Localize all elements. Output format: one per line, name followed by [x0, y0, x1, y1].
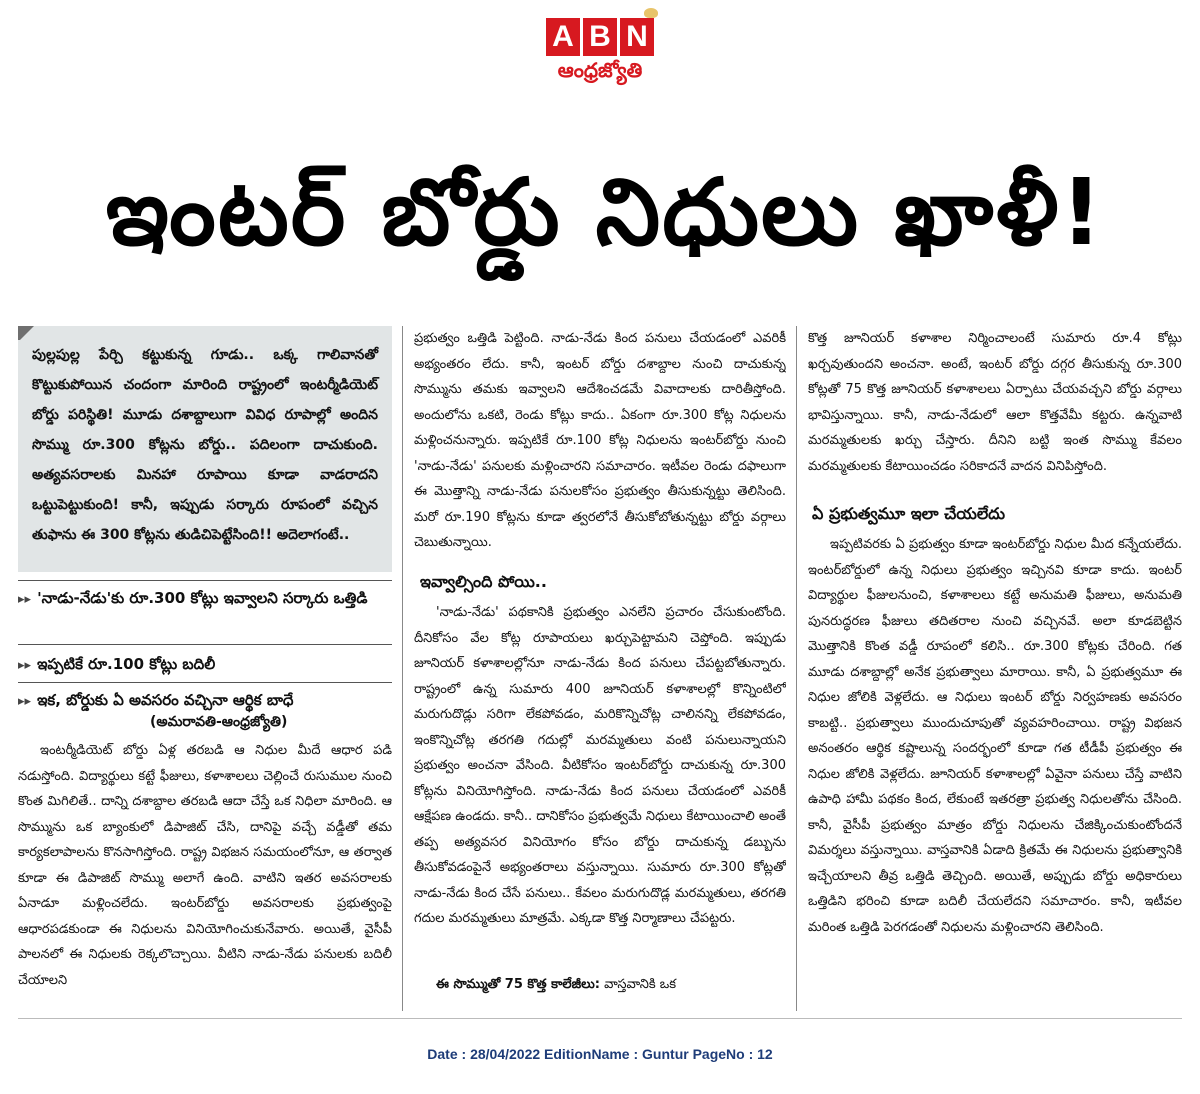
- byline: (అమరావతి-ఆంధ్రజ్యోతి): [150, 714, 288, 730]
- subhead-two: [18, 650, 392, 680]
- column-three-text-a: కొత్త జూనియర్ కళాశాల నిర్మించాలంటే సుమారు రూ.4 కోట్లు ఖర్చవుతుందని అంచనా. అంటే, ఇంటర్ బోర్డు దగ్గర తీసుకున్న రూ.300 కోట్లతో 75 కొత్త జూనియర్ కళాశాలలు ఏర్పాటు చేయవచ్చని బోర్డు వర్గాలు భావిస్తున్నాయి. కానీ, నాడు-నేడులో ఆలా కొత్తవేమీ కట్టరు. ఉన్నవాటి మరమ్మతులకు ఖర్చు చేస్తారు. దీనిని బట్టి ఇంత సొమ్ము కేవలం మరమ్మతులకు కేటాయించడం సరికాదనే వాదన వినిపిస్తోంది.: [808, 331, 1182, 474]
- subhead-75-colleges: ఈ సొమ్ముతో 75 కొత్త కాలేజీలు:: [436, 977, 600, 992]
- subhead-rule-low: [18, 682, 392, 683]
- column-one-text: ఇంటర్మీడియెట్ బోర్డు ఏళ్ల తరబడి ఆ నిధుల మీదే ఆధార పడి నడుస్తోంది. విద్యార్థులు కట్టే ఫీజులు, కళాశాలలు చెల్లించే రుసుముల నుంచి కొంత మిగిలితే.. దాన్ని దశాబ్దాల తరబడి ఆదా చేస్తే ఒక నిధిలా మారింది. ఆ సొమ్మును ఒక బ్యాంకులో డిపాజిట్ చేసి, దానిపై వచ్చే వడ్డీతో తమ కార్యకలాపాలను కొనసాగిస్తోంది. రాష్ట్ర విభజన సమయంలోనూ, ఆ తర్వాత కూడా ఈ డిపాజిట్ సొమ్ము అలాగే ఉంది. వాటిని ఇతర అవసరాలకు ఏనాడూ మళ్లించలేదు. ఇంటర్‌బోర్డు అవసరాలకు ప్రభుత్వంపై ఆధారపడకుండా ఈ నిధులను వినియోగించుకునేవారు. అయితే, వైసీపీ పాలనలో ఈ నిధులకు రెక్కలొచ్చాయి. వీటిని నాడు-నేడు పనులకు బదిలీ చేయాలని: [18, 743, 392, 988]
- column-two-text-c: వాస్తవానికి ఒక: [600, 977, 677, 992]
- subhead-one: [18, 584, 392, 614]
- abn-logo: [540, 18, 660, 92]
- logo-letter-b: B: [583, 18, 617, 56]
- arrow-icon: ▸▸: [18, 694, 32, 709]
- headline: ఇంటర్ బోర్డు నిధులు ఖాళీ!: [105, 159, 1105, 266]
- arrow-icon: ▸▸: [18, 592, 32, 607]
- arrow-icon: ▸▸: [18, 658, 32, 673]
- column-three-bottom: [808, 532, 1182, 1010]
- subhead-one-text: 'నాడు-నేడు'కు రూ.300 కోట్లు ఇవ్వాలని సర్కారు ఒత్తిడి: [37, 589, 368, 607]
- logo-letter-a: A: [546, 18, 580, 56]
- column-two-bottom: [414, 972, 786, 1002]
- column-divider-1: [402, 326, 403, 1011]
- logo-subtitle: ఆంధ్రజ్యోతి: [557, 58, 643, 82]
- section-head-no-government: ఏ ప్రభుత్వమూ ఇలా చేయలేదు: [812, 504, 1005, 523]
- column-two-text-a: ప్రభుత్వం ఒత్తిడి పెట్టింది. నాడు-నేడు కింద పనులు చేయడంలో ఎవరికీ అభ్యంతరం లేదు. కానీ, ఇంటర్ బోర్డు దశాబ్దాల నుంచి దాచుకున్న సొమ్మును తమకు ఇవ్వాలని ఆదేశించడమే వివాదాలకు దారితీస్తోంది. అందులోను ఒకటి, రెండు కోట్లు కాదు.. ఏకంగా రూ.300 కోట్ల నిధులను మళ్లించనున్నారు. ఇప్పటికే రూ.100 కోట్ల నిధులను ఇంటర్‌బోర్డు నుంచి 'నాడు-నేడు' పనులకు మళ్లించారని సమాచారం. ఇటీవల రెండు దఫాలుగా ఈ మొత్తాన్ని నాడు-నేడు పనులకోసం ప్రభుత్వం తీసుకున్నట్టు తెలిసింది. మరో రూ.190 కోట్లను కూడా త్వరలోనే తీసుకోబోతున్నట్టు బోర్డు వర్గాలు చెబుతున్నాయి.: [414, 331, 786, 550]
- column-three-text-b: ఇప్పటివరకు ఏ ప్రభుత్వం కూడా ఇంటర్‌బోర్డు నిధుల మీద కన్నేయలేదు. ఇంటర్‌బోర్డులో ఉన్న నిధులు ప్రభుత్వం ఇచ్చినవి కూడా కాదు. ఇంటర్ విద్యార్థుల ఫీజులనుంచి, కళాశాలలు కట్టే అనుమతి ఫీజులు, అనుమతి పునరుద్ధరణ ఫీజులు తదితరాల నుంచి వచ్చినవే. అలా కూడబెట్టిన మొత్తానికి కొంత వడ్డీ రూపంలో కలిసి.. రూ.300 కోట్లకు చేరింది. గత మూడు దశాబ్దాల్లో అనేక ప్రభుత్వాలు మారాయి. కానీ, ఏ ప్రభుత్వమూ ఈ నిధుల జోలికి వెళ్లలేదు. ఆ నిధులు ఇంటర్ బోర్డు నిర్వహణకు అవసరం కాబట్టి.. ప్రభుత్వాలు ముందుచూపుతో వ్యవహరించాయి. రాష్ట్ర విభజన అనంతరం ఆర్థిక కష్టాలున్న సందర్భంలో కూడా గత టీడీపీ ప్రభుత్వం ఈ నిధుల జోలికి వెళ్లలేదు. జూనియర్ కళాశాలల్లో ఏవైనా పనులు చేస్తే వాటిని ఉపాధి హామీ పథకం కింద, లేకుంటే ఇతరత్రా ప్రభుత్వ నిధులతోను చేసింది. కానీ, వైసీపీ ప్రభుత్వం మాత్రం బోర్డు నిధులను చేజిక్కించుకుంటోందనే విమర్శలు వస్తున్నాయి. వాస్తవానికి ఏడాది క్రితమే ఈ నిధులను ప్రభుత్వానికి ఇచ్చేయాలని తీవ్ర ఒత్తిడి తెచ్చింది. అయితే, అప్పుడు బోర్డు అధికారులు ఒత్తిడిని భరించి కూడా బదిలీ చేయలేదని సమాచారం. కానీ, ఇటీవల మరింత ఒత్తిడి పెరగడంతో నిధులను మళ్లించారని తెలిసింది.: [808, 537, 1182, 935]
- column-two-mid: [414, 600, 786, 970]
- column-one: [18, 738, 392, 1008]
- column-two-text-b: 'నాడు-నేడు' పథకానికి ప్రభుత్వం ఎనలేని ప్రచారం చేసుకుంటోంది. దీనికోసం వేల కోట్ల రూపాయలు ఖర్చుపెట్టామని చెప్తోంది. ఇప్పుడు జూనియర్ కళాశాలల్లోనూ నాడు-నేడు కింద పనులు చేపట్టబోతున్నారు. రాష్ట్రంలో ఉన్న సుమారు 400 జూనియర్ కళాశాలల్లో కొన్నింటిలో మరుగుదొడ్లు సరిగా లేకపోవడం, మరికొన్నిచోట్ల చాలినన్ని లేకపోవడం, ఇంకొన్నిచోట్ల తరగతి గదుల్లో మరమ్మతులు వంటి పనులున్నాయని ప్రభుత్వం అంచనా వేసింది. వీటికోసం ఇంటర్‌బోర్డు దాచుకున్న రూ.300 కోట్లను వినియోగిస్తోంది. నాడు-నేడు కింద పనులు చేయడంలో ఎవరికీ ఆక్షేపణ ఉండదు. కానీ.. దానికోసం ప్రభుత్వమే నిధులు కేటాయించాలి అంతే తప్ప అత్యవసర వినియోగం కోసం బోర్డు దాచుకున్న డబ్బును తీసుకోవడంపైనే అభ్యంతరాలు వస్తున్నాయి. సుమారు రూ.300 కోట్లతో నాడు-నేడు కింద చేసే పనులు.. కేవలం మరుగుదొడ్ల మరమ్మతులు, తరగతి గదుల మరమ్మతులు మాత్రమే. ఎక్కడా కొత్త నిర్మాణాలు చేపట్టరు.: [414, 605, 786, 926]
- column-two-top: [414, 326, 786, 564]
- column-three-top: [808, 326, 1182, 494]
- intro-text: పుల్లపుల్ల పేర్చి కట్టుకున్న గూడు.. ఒక్క గాలివానతో కొట్టుకుపోయిన చందంగా మారింది రాష్ట్రంలో ఇంటర్మీడియెట్ బోర్డు పరిస్థితి! మూడు దశాబ్దాలుగా వివిధ రూపాల్లో అందిన సొమ్ము రూ.300 కోట్లను బోర్డు.. పదిలంగా దాచుకుంది. అత్యవసరాలకు మినహా రూపాయి కూడా వాడరాదని ఒట్టుపెట్టుకుంది! కానీ, ఇప్పుడు సర్కారు రూపంలో వచ్చిన తుఫాను ఈ 300 కోట్లను తుడిచిపెట్టేసింది!! అదెలాగంటే..: [32, 347, 378, 543]
- logo-cup-icon: [644, 8, 658, 18]
- logo-letters: [540, 18, 660, 56]
- bottom-rule: [18, 1018, 1182, 1019]
- logo-letter-n: N: [620, 18, 654, 56]
- section-head-ivvalsindi: ఇవ్వాల్సింది పోయి..: [420, 572, 547, 591]
- column-divider-2: [796, 326, 797, 1011]
- subhead-two-text: ఇప్పటికే రూ.100 కోట్లు బదిలీ: [37, 655, 216, 673]
- intro-box: [18, 326, 392, 572]
- subhead-three-text: ఇక, బోర్డుకు ఏ అవసరం వచ్చినా ఆర్థిక బాధే: [37, 691, 294, 709]
- subhead-rule-top: [18, 580, 392, 581]
- subhead-rule-mid: [18, 644, 392, 645]
- edition-footer: Date : 28/04/2022 EditionName : Guntur PageNo : 12: [427, 1046, 773, 1062]
- subhead-three: [18, 686, 392, 716]
